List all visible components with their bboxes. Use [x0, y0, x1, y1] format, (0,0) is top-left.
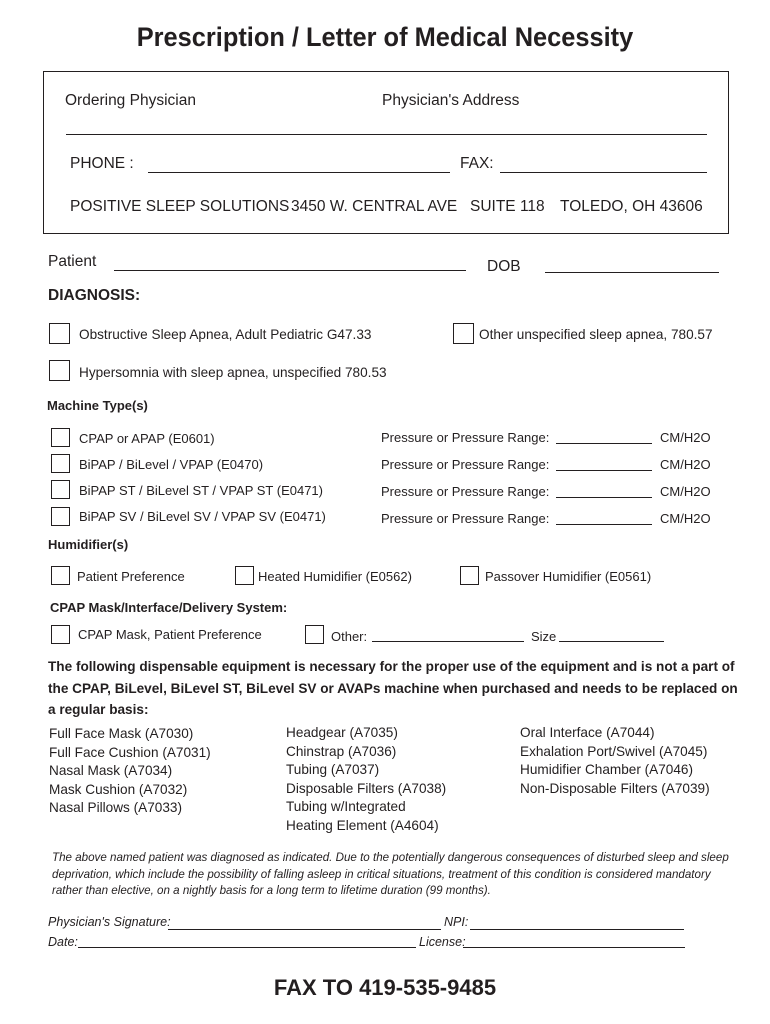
fax-to-footer: FAX TO 419-535-9485	[273, 975, 497, 1000]
company-city: TOLEDO, OH 43606	[560, 198, 703, 215]
list-item: Full Face Cushion (A7031)	[49, 744, 211, 760]
list-item: Heating Element (A4604)	[286, 817, 439, 833]
phone-field[interactable]	[148, 172, 450, 173]
pressure-field[interactable]	[556, 524, 652, 525]
pressure-unit: CM/H2O	[660, 511, 711, 526]
pressure-unit: CM/H2O	[660, 457, 711, 472]
mask-preference-label: CPAP Mask, Patient Preference	[78, 627, 262, 642]
pressure-unit: CM/H2O	[660, 484, 711, 499]
mask-size-label: Size	[531, 629, 557, 644]
machine-bipap-st-label: BiPAP ST / BiLevel ST / VPAP ST (E0471)	[79, 483, 323, 498]
fax-label: FAX:	[460, 155, 494, 172]
mask-other-label: Other:	[331, 629, 368, 644]
list-item: Full Face Mask (A7030)	[49, 726, 194, 741]
mask-heading: CPAP Mask/Interface/Delivery System:	[50, 600, 288, 615]
signature-label: Physician's Signature:	[48, 915, 171, 929]
list-item: Tubing w/Integrated	[286, 799, 406, 815]
list-item: Chinstrap (A7036)	[286, 743, 397, 759]
list-item: Nasal Pillows (A7033)	[49, 800, 182, 816]
humidifier-passover-checkbox[interactable]	[460, 566, 479, 585]
machine-cpap-checkbox[interactable]	[51, 428, 70, 447]
equipment-intro: The following dispensable equipment is necessary for the proper use of the equipment and is not a part of the CPAP, BiLevel, BiLevel ST, BiLevel SV or AVAPs machine when purchased and needs to be replaced on a regular basis:	[48, 659, 738, 717]
machine-heading: Machine Type(s)	[47, 398, 148, 413]
machine-bipap-st-checkbox[interactable]	[51, 480, 70, 499]
physician-field-line[interactable]	[66, 134, 707, 135]
machine-cpap-label: CPAP or APAP (E0601)	[79, 431, 215, 446]
ordering-physician-label: Ordering Physician	[65, 92, 196, 109]
diagnosis-osa-label: Obstructive Sleep Apnea, Adult Pediatric G47.33	[79, 327, 372, 342]
mask-preference-checkbox[interactable]	[51, 625, 70, 644]
physician-address-label: Physician's Address	[382, 92, 520, 109]
humidifier-preference-label: Patient Preference	[77, 569, 185, 584]
medical-statement: The above named patient was diagnosed as indicated. Due to the potentially dangerous consequences of disturbed sleep and sleep deprivation, which include the possibility of falling asleep in critical situations, treatment of this condition is considered mandatory rather than elective, on a nightly basis for a long term to lifetime duration (99 months).	[52, 851, 729, 897]
list-item: Exhalation Port/Swivel (A7045)	[520, 743, 708, 759]
diagnosis-osa-checkbox[interactable]	[49, 323, 70, 344]
pressure-field[interactable]	[556, 443, 652, 444]
fax-field[interactable]	[500, 172, 707, 173]
dob-label: DOB	[487, 258, 521, 275]
diagnosis-heading: DIAGNOSIS:	[48, 287, 141, 304]
pressure-label: Pressure or Pressure Range:	[381, 511, 550, 526]
machine-bipap-checkbox[interactable]	[51, 454, 70, 473]
humidifier-passover-label: Passover Humidifier (E0561)	[485, 569, 652, 584]
list-item: Oral Interface (A7044)	[520, 725, 655, 740]
diagnosis-other-checkbox[interactable]	[453, 323, 474, 344]
license-field[interactable]	[463, 947, 685, 948]
machine-bipap-sv-label: BiPAP SV / BiLevel SV / VPAP SV (E0471)	[79, 509, 326, 524]
signature-field[interactable]	[168, 929, 441, 930]
humidifier-heated-checkbox[interactable]	[235, 566, 254, 585]
pressure-label: Pressure or Pressure Range:	[381, 484, 550, 499]
mask-other-checkbox[interactable]	[305, 625, 324, 644]
humidifier-heated-label: Heated Humidifier (E0562)	[258, 569, 412, 584]
date-label: Date:	[48, 935, 78, 949]
pressure-label: Pressure or Pressure Range:	[381, 457, 550, 472]
machine-bipap-sv-checkbox[interactable]	[51, 507, 70, 526]
list-item: Tubing (A7037)	[286, 762, 380, 778]
list-item: Non-Disposable Filters (A7039)	[520, 780, 710, 796]
pressure-label: Pressure or Pressure Range:	[381, 430, 550, 445]
equipment-column-2	[286, 724, 446, 836]
humidifier-heading: Humidifier(s)	[48, 537, 129, 552]
page-title: Prescription / Letter of Medical Necessity	[136, 22, 634, 52]
equipment-column-1	[49, 725, 211, 818]
humidifier-preference-checkbox[interactable]	[51, 566, 70, 585]
list-item: Headgear (A7035)	[286, 725, 398, 740]
diagnosis-hypersomnia-checkbox[interactable]	[49, 360, 70, 381]
machine-bipap-label: BiPAP / BiLevel / VPAP (E0470)	[79, 457, 264, 472]
list-item: Humidifier Chamber (A7046)	[520, 762, 694, 778]
diagnosis-hypersomnia-label: Hypersomnia with sleep apnea, unspecified 780.53	[79, 365, 387, 380]
list-item: Disposable Filters (A7038)	[286, 780, 447, 796]
company-suite: SUITE 118	[470, 198, 545, 215]
equipment-column-3	[520, 724, 710, 798]
pressure-field[interactable]	[556, 470, 652, 471]
license-label: License:	[419, 935, 466, 949]
pressure-field[interactable]	[556, 497, 652, 498]
mask-size-field[interactable]	[559, 641, 664, 642]
list-item: Nasal Mask (A7034)	[49, 763, 173, 779]
diagnosis-other-label: Other unspecified sleep apnea, 780.57	[479, 327, 713, 342]
company-name: POSITIVE SLEEP SOLUTIONS	[70, 198, 290, 215]
dob-field[interactable]	[545, 272, 719, 273]
pressure-unit: CM/H2O	[660, 430, 711, 445]
phone-label: PHONE :	[70, 155, 134, 172]
npi-field[interactable]	[470, 929, 684, 930]
patient-label: Patient	[48, 253, 97, 270]
list-item: Mask Cushion (A7032)	[49, 781, 188, 797]
mask-other-field[interactable]	[372, 641, 524, 642]
patient-field[interactable]	[114, 270, 466, 271]
date-field[interactable]	[78, 947, 416, 948]
company-street: 3450 W. CENTRAL AVE	[291, 198, 458, 215]
npi-label: NPI:	[444, 915, 469, 929]
